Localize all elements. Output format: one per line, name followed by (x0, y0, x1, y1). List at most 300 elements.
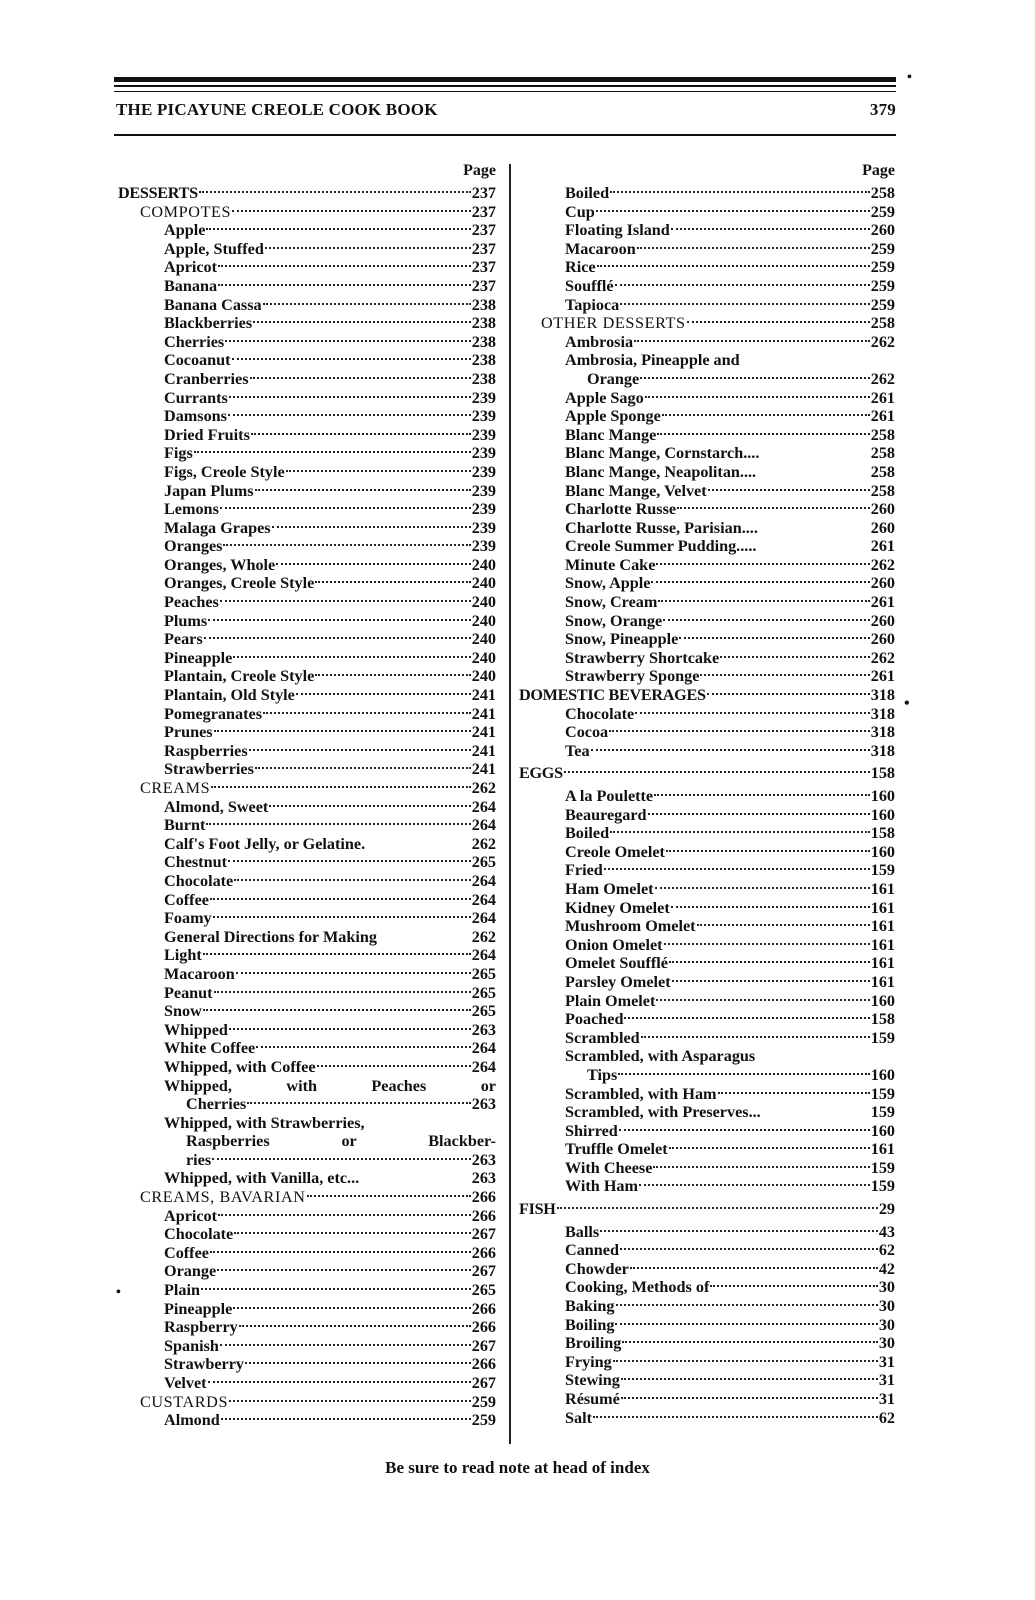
dot-leader (232, 210, 471, 212)
entry-label: Burnt (164, 816, 206, 835)
entry-page-number: 239 (471, 518, 496, 537)
entry-label: Snow, Pineapple (565, 630, 679, 649)
dot-leader (639, 1184, 870, 1186)
entry-page-number: 262 (870, 555, 895, 574)
index-entry (519, 1353, 895, 1372)
entry-label: Almond, Sweet (164, 797, 269, 816)
dot-leader (208, 1381, 471, 1383)
entry-page-number: 261 (870, 388, 895, 407)
index-entry (118, 1262, 496, 1281)
entry-label: Cocoa (565, 723, 609, 742)
entry-page-number: 262 (471, 927, 496, 946)
index-entry (519, 240, 895, 259)
dot-leader (203, 1009, 471, 1011)
index-entry (118, 798, 496, 817)
dot-leader (229, 396, 471, 398)
entry-page-number: 259 (870, 295, 895, 314)
entry-page-number: 263 (471, 1020, 496, 1039)
entry-label: Frying (565, 1352, 612, 1371)
index-entry (118, 723, 496, 742)
dot-leader (315, 674, 470, 676)
index-entry (118, 1281, 496, 1300)
index-entry (118, 482, 496, 501)
entry-page-number: 266 (471, 1318, 496, 1337)
index-entry (519, 277, 895, 296)
index-entry (118, 1188, 496, 1207)
entry-page-number: 262 (471, 779, 496, 797)
entry-label: Plain Omelet (565, 991, 656, 1010)
entry-page-number: 241 (471, 741, 496, 760)
dot-leader (228, 860, 471, 862)
dot-leader (194, 451, 471, 453)
entry-page-number: 261 (870, 537, 895, 556)
entry-label: FISH (519, 1200, 556, 1219)
dot-leader (637, 247, 870, 249)
entry-label: Ambrosia (565, 332, 634, 351)
entry-label: Creole Summer Pudding..... (565, 537, 757, 556)
dot-leader (662, 414, 870, 416)
dot-leader (597, 265, 870, 267)
entry-label: Peaches (164, 593, 219, 612)
entry-label: Apricot (164, 258, 218, 277)
entry-label: Floating Island (565, 221, 670, 240)
dot-leader (669, 1147, 870, 1149)
entry-label: Blanc Mange (565, 425, 657, 444)
dot-leader (655, 887, 870, 889)
dot-leader (253, 321, 471, 323)
dot-leader (648, 813, 870, 815)
entry-page-number: 161 (870, 972, 895, 991)
entry-page-number: 265 (471, 964, 496, 983)
index-entry (118, 1132, 496, 1151)
entry-page-number: 258 (870, 425, 895, 444)
dot-leader (218, 265, 471, 267)
entry-page-number: 42 (878, 1259, 895, 1278)
entry-page-number: 159 (870, 1028, 895, 1047)
dot-leader (220, 600, 471, 602)
entry-label: Whipped, with Strawberries, (164, 1113, 365, 1132)
entry-page-number: 241 (471, 723, 496, 742)
dot-leader (621, 1397, 878, 1399)
index-entry (118, 1411, 496, 1430)
dot-leader (630, 1267, 878, 1269)
index-entry (519, 389, 895, 408)
index-entry (519, 1223, 895, 1242)
entry-label: CUSTARDS (140, 1392, 229, 1411)
dot-leader (263, 712, 471, 714)
entry-page-number: 264 (471, 1057, 496, 1076)
entry-page-number: 258 (870, 184, 895, 202)
entry-page-number: 240 (471, 648, 496, 667)
entry-page-number: 62 (878, 1408, 895, 1427)
index-entry (519, 203, 895, 222)
index-entry (519, 1278, 895, 1297)
entry-page-number: 259 (870, 239, 895, 258)
entry-page-number: 237 (471, 239, 496, 258)
index-entry (519, 1200, 895, 1219)
entry-page-number: 30 (878, 1334, 895, 1353)
entry-label: Plantain, Creole Style (164, 667, 315, 686)
index-entry (118, 779, 496, 798)
index-entry (118, 1374, 496, 1393)
entry-page-number: 318 (870, 704, 895, 723)
entry-page-number: 265 (471, 1281, 496, 1300)
entry-page-number: 260 (870, 518, 895, 537)
index-entry (519, 314, 895, 333)
index-entry (118, 853, 496, 872)
entry-label: Apple Sago (565, 388, 644, 407)
entry-list (519, 184, 895, 1427)
dot-leader (635, 712, 869, 714)
entry-page-number: 263 (471, 1150, 496, 1169)
index-entry (519, 686, 895, 705)
entry-label: Figs (164, 444, 193, 463)
entry-label: Cup (565, 202, 595, 221)
entry-page-number: 266 (471, 1188, 496, 1207)
index-entry (519, 221, 895, 240)
dot-leader (307, 1195, 471, 1197)
dot-leader (657, 433, 869, 435)
entry-page-number: 267 (471, 1262, 496, 1281)
index-entry (519, 861, 895, 880)
entry-label: Plantain, Old Style (164, 686, 295, 705)
dot-leader (615, 1323, 877, 1325)
dot-leader (663, 619, 870, 621)
index-entry (519, 705, 895, 724)
index-entry (519, 296, 895, 315)
dot-leader (622, 1341, 877, 1343)
entry-page-number: 240 (471, 574, 496, 593)
index-entry (519, 426, 895, 445)
dot-leader (315, 581, 470, 583)
entry-label: Coffee (164, 1243, 209, 1262)
entry-label: Raspberry (164, 1318, 238, 1337)
entry-label: Charlotte Russe, Parisian.... (565, 518, 758, 537)
entry-label: A la Poulette (565, 787, 654, 805)
dot-leader (600, 1230, 878, 1232)
entry-page-number: 260 (870, 574, 895, 593)
dot-leader (557, 1207, 878, 1209)
index-entry (519, 258, 895, 277)
dot-leader (232, 358, 471, 360)
dot-leader (256, 1046, 470, 1048)
entry-label: Onion Omelet (565, 935, 663, 954)
dot-leader (229, 1400, 471, 1402)
entry-label: COMPOTES (140, 202, 232, 221)
dot-leader (229, 1028, 471, 1030)
entry-label: Macaroon (164, 964, 235, 983)
entry-label: Apple Sponge (565, 407, 661, 426)
index-entry (118, 1095, 496, 1114)
entry-page-number: 265 (471, 1002, 496, 1021)
entry-label: Scrambled (565, 1028, 640, 1047)
index-entry (118, 593, 496, 612)
index-entry (118, 258, 496, 277)
entry-label: Raspberries (164, 741, 248, 760)
dot-leader (220, 507, 471, 509)
running-header (116, 100, 896, 124)
index-entry (519, 407, 895, 426)
dot-leader (718, 1092, 870, 1094)
entry-label: Chocolate (565, 704, 635, 723)
index-entry (118, 835, 496, 854)
entry-label: DOMESTIC BEVERAGES (519, 686, 706, 705)
dot-leader (656, 563, 869, 565)
entry-page-number: 237 (471, 184, 496, 202)
entry-label: Ham Omelet (565, 879, 654, 898)
entry-page-number: 160 (870, 991, 895, 1010)
entry-label: Strawberry Shortcake (565, 648, 720, 667)
top-rule-thin (114, 91, 896, 92)
dot-leader (591, 749, 870, 751)
index-entry (519, 1122, 895, 1141)
index-entry (118, 351, 496, 370)
entry-label: Fried (565, 861, 603, 880)
header-rule (114, 134, 896, 136)
dot-leader (214, 991, 471, 993)
entry-page-number: 260 (870, 611, 895, 630)
entry-list (118, 184, 496, 1430)
entry-label: Japan Plums (164, 481, 254, 500)
index-entry (118, 1021, 496, 1040)
entry-page-number: 241 (471, 704, 496, 723)
entry-page-number: 161 (870, 917, 895, 936)
index-entry (118, 686, 496, 705)
dot-leader (593, 1416, 878, 1418)
index-entry (519, 787, 895, 806)
entry-page-number: 237 (471, 221, 496, 240)
index-entry (519, 936, 895, 955)
index-entry (118, 296, 496, 315)
entry-page-number: 260 (870, 221, 895, 240)
entry-label: Tea (565, 741, 590, 760)
index-entry (118, 1169, 496, 1188)
dot-leader (255, 489, 471, 491)
column-divider (509, 164, 511, 1444)
entry-label: Oranges, Whole (164, 555, 276, 574)
entry-label: Prunes (164, 723, 213, 742)
entry-page-number: 266 (471, 1243, 496, 1262)
entry-page-number: 262 (870, 369, 895, 388)
entry-page-number: 158 (870, 1010, 895, 1029)
entry-label: Boiled (565, 184, 610, 202)
entry-label: Spanish (164, 1336, 219, 1355)
dot-leader (296, 693, 471, 695)
index-entry (519, 764, 895, 783)
dot-leader (234, 1232, 470, 1234)
index-entry (519, 500, 895, 519)
dot-leader (564, 771, 870, 773)
entry-page-number: 62 (878, 1241, 895, 1260)
dot-leader (218, 284, 471, 286)
dot-leader (658, 600, 869, 602)
index-entry (118, 1318, 496, 1337)
entry-page-number: 260 (870, 630, 895, 649)
index-entry (519, 630, 895, 649)
index-entry (118, 1337, 496, 1356)
entry-label: Whipped, with Coffee (164, 1057, 316, 1076)
entry-page-number: 238 (471, 369, 496, 388)
entry-page-number: 161 (870, 879, 895, 898)
entry-label: Banana Cassa (164, 295, 262, 314)
dot-leader (710, 1285, 877, 1287)
entry-label: Whipped, with Peaches or (164, 1076, 496, 1095)
entry-page-number: 258 (870, 462, 895, 481)
entry-page-number: 264 (471, 816, 496, 835)
entry-page-number: 158 (870, 764, 895, 783)
index-entry (519, 463, 895, 482)
index-entry (118, 891, 496, 910)
entry-label: Chocolate (164, 871, 234, 890)
dot-leader (233, 1307, 470, 1309)
dot-leader (221, 1418, 471, 1420)
index-entry (118, 537, 496, 556)
dot-leader (239, 1325, 471, 1327)
index-entry (519, 954, 895, 973)
entry-page-number: 161 (870, 954, 895, 973)
page-number: 379 (869, 100, 896, 119)
entry-page-number: 262 (870, 332, 895, 351)
dot-leader (672, 980, 870, 982)
index-entry (118, 370, 496, 389)
index-entry (118, 277, 496, 296)
dot-leader (620, 1248, 878, 1250)
entry-page-number: 158 (870, 824, 895, 843)
entry-page-number: 160 (870, 1121, 895, 1140)
entry-label: Blanc Mange, Velvet (565, 481, 707, 500)
dot-leader (609, 730, 870, 732)
entry-label: Kidney Omelet (565, 898, 670, 917)
index-entry (519, 1316, 895, 1335)
index-entry (118, 1058, 496, 1077)
dot-leader (624, 1017, 869, 1019)
index-entry (118, 816, 496, 835)
entry-label: Rice (565, 258, 596, 277)
entry-label: Pineapple (164, 1299, 233, 1318)
entry-label: Calf's Foot Jelly, or Gelatine. (164, 834, 366, 853)
index-entry (519, 723, 895, 742)
entry-label: Truffle Omelet (565, 1140, 668, 1159)
index-entry (118, 1355, 496, 1374)
entry-label: Blanc Mange, Neapolitan.... (565, 462, 757, 481)
dot-leader (263, 303, 471, 305)
entry-label: Snow, Cream (565, 593, 658, 612)
entry-page-number: 238 (471, 314, 496, 333)
entry-label: Raspberries or Blackber- (186, 1132, 496, 1151)
index-entry (519, 1390, 895, 1409)
dot-leader (286, 470, 471, 472)
index-entry (118, 946, 496, 965)
dot-leader (621, 1378, 878, 1380)
index-entry (118, 612, 496, 631)
dot-leader (255, 767, 471, 769)
dot-leader (596, 210, 870, 212)
entry-page-number: 239 (471, 537, 496, 556)
entry-page-number: 241 (471, 686, 496, 705)
dot-leader (245, 1362, 471, 1364)
entry-page-number: 239 (471, 425, 496, 444)
dot-leader (615, 284, 870, 286)
entry-label: Strawberry (164, 1355, 245, 1374)
entry-label: Shirred (565, 1121, 618, 1140)
entry-label: Snow, Apple (565, 574, 651, 593)
entry-label: Pineapple (164, 648, 233, 667)
index-entry (519, 333, 895, 352)
index-entry (519, 1409, 895, 1428)
dot-leader (212, 1158, 471, 1160)
index-entry (118, 1002, 496, 1021)
entry-label: Cherries (164, 332, 225, 351)
index-entry (118, 1393, 496, 1412)
entry-page-number: 266 (471, 1299, 496, 1318)
entry-label: Poached (565, 1010, 624, 1029)
entry-label: Cooking, Methods of (565, 1278, 710, 1297)
entry-page-number: 262 (471, 834, 496, 853)
entry-page-number: 239 (471, 481, 496, 500)
dot-leader (618, 1073, 869, 1075)
index-entry (519, 612, 895, 631)
index-entry (118, 1114, 496, 1133)
entry-page-number: 31 (878, 1390, 895, 1408)
entry-label: Broiling (565, 1334, 622, 1353)
index-entry (519, 742, 895, 761)
entry-page-number: 259 (471, 1411, 496, 1430)
index-entry (118, 742, 496, 761)
dot-leader (272, 526, 471, 528)
dot-leader (251, 433, 471, 435)
dot-leader (208, 619, 471, 621)
index-entry (118, 1039, 496, 1058)
entry-label: Coffee (164, 890, 209, 909)
dot-leader (233, 656, 470, 658)
entry-label: Pomegranates (164, 704, 262, 723)
entry-label: With Ham (565, 1177, 639, 1196)
entry-page-number: 259 (870, 276, 895, 295)
entry-page-number: 31 (878, 1371, 895, 1390)
dot-leader (604, 868, 870, 870)
entry-label: DESSERTS (118, 184, 198, 202)
index-entry (118, 1300, 496, 1319)
dot-leader (206, 823, 470, 825)
dot-leader (225, 340, 470, 342)
margin-dot-mark: • (904, 695, 910, 712)
dot-leader (634, 340, 870, 342)
entry-label: Parsley Omelet (565, 972, 671, 991)
dot-leader (707, 693, 870, 695)
index-entry (519, 1029, 895, 1048)
dot-leader (656, 999, 869, 1001)
index-entry (118, 760, 496, 779)
entry-page-number: 159 (870, 1103, 895, 1122)
index-entry (519, 1241, 895, 1260)
index-entry (519, 537, 895, 556)
entry-label: Banana (164, 276, 218, 295)
dot-leader (669, 961, 870, 963)
entry-page-number: 264 (471, 871, 496, 890)
index-entry (519, 880, 895, 899)
entry-label: White Coffee (164, 1039, 256, 1058)
index-entry (118, 630, 496, 649)
dot-leader (199, 191, 471, 193)
dot-leader (204, 637, 471, 639)
entry-label: Scrambled, with Preserves... (565, 1103, 761, 1122)
entry-page-number: 237 (471, 202, 496, 221)
entry-page-number: 259 (471, 1392, 496, 1411)
index-entry (519, 519, 895, 538)
dot-leader (645, 396, 870, 398)
entry-page-number: 261 (870, 407, 895, 426)
entry-page-number: 239 (471, 462, 496, 481)
